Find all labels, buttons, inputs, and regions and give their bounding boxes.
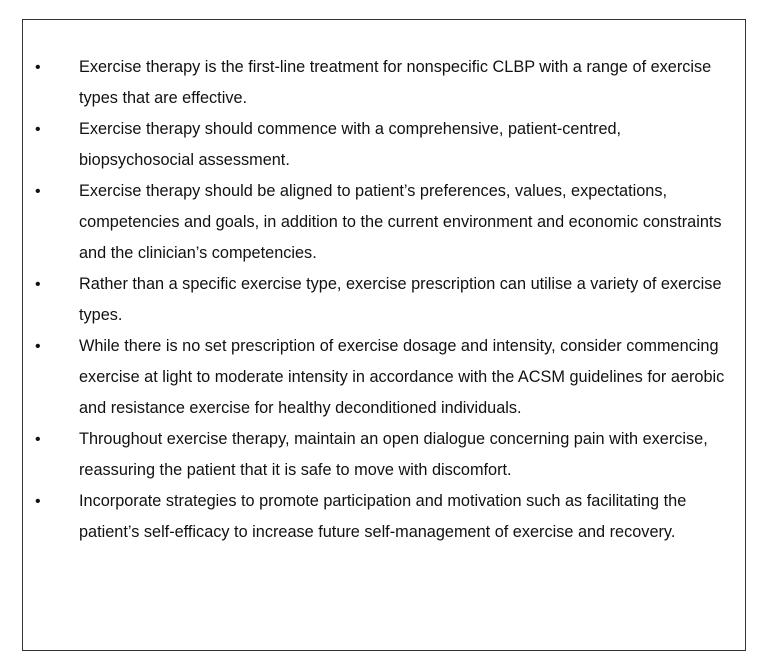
list-item-text: Incorporate strategies to promote participation and motivation such as facilitating the patient’s self-efficacy to increase future self-management of exercise and recovery. bbox=[79, 492, 687, 541]
list-item-text: Throughout exercise therapy, maintain an open dialogue concerning pain with exercise, reassuring the patient that it is safe to move with discomfort. bbox=[79, 430, 708, 479]
recommendations-box bbox=[22, 19, 746, 651]
bullet-icon: • bbox=[35, 431, 41, 448]
list-item bbox=[23, 269, 745, 331]
list-item bbox=[23, 176, 745, 269]
bullet-icon: • bbox=[35, 121, 41, 138]
recommendations-list bbox=[23, 52, 745, 548]
list-item-text: Exercise therapy should be aligned to patient’s preferences, values, expectations, competencies and goals, in addition to the current environment and economic constraints and the clinician’s competencies. bbox=[79, 182, 722, 262]
list-item bbox=[23, 331, 745, 424]
list-item bbox=[23, 114, 745, 176]
list-item bbox=[23, 424, 745, 486]
bullet-icon: • bbox=[35, 493, 41, 510]
bullet-icon: • bbox=[35, 338, 41, 355]
list-item bbox=[23, 486, 745, 548]
list-item-text: Exercise therapy is the first-line treatment for nonspecific CLBP with a range of exercise types that are effective. bbox=[79, 58, 712, 107]
list-item-text: Exercise therapy should commence with a comprehensive, patient-centred, biopsychosocial assessment. bbox=[79, 120, 622, 169]
list-item-text: While there is no set prescription of exercise dosage and intensity, consider commencing exercise at light to moderate intensity in accordance with the ACSM guidelines for aerobic and resistance exercise for healthy deconditioned individuals. bbox=[79, 337, 725, 417]
list-item-text: Rather than a specific exercise type, exercise prescription can utilise a variety of exercise types. bbox=[79, 275, 722, 324]
list-item bbox=[23, 52, 745, 114]
bullet-icon: • bbox=[35, 183, 41, 200]
bullet-icon: • bbox=[35, 59, 41, 76]
bullet-icon: • bbox=[35, 276, 41, 293]
